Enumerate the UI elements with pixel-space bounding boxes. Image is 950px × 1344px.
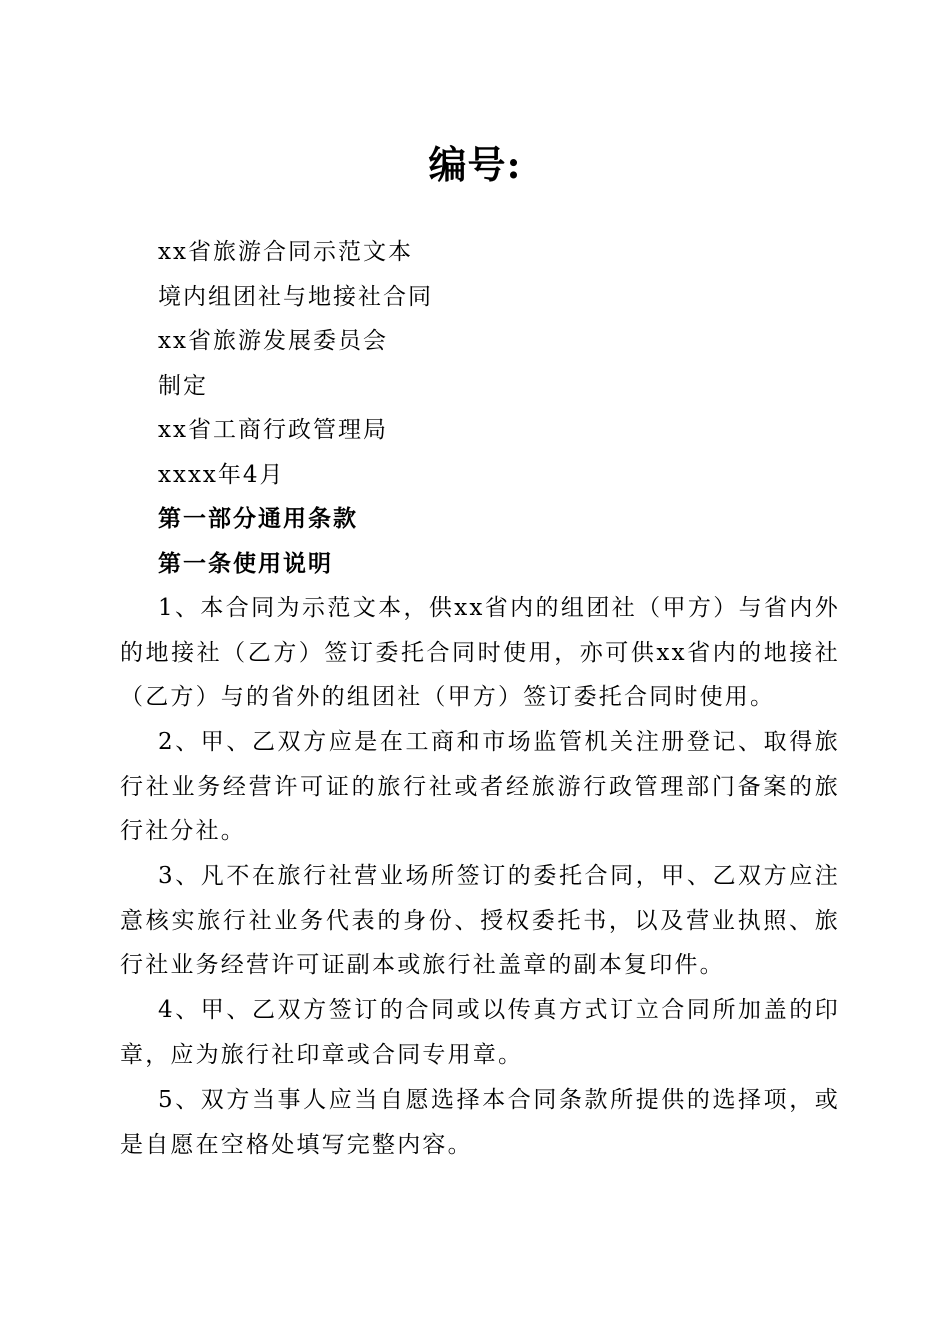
article-heading: 第一条使用说明 bbox=[158, 550, 333, 577]
cover-line-formulated: 制定 bbox=[158, 373, 208, 399]
cover-line-date: xxxx年4月 bbox=[158, 462, 285, 488]
paragraph-5: 5、双方当事人应当自愿选择本合同条款所提供的选择项，或是自愿在空格处填写完整内容。 bbox=[120, 1087, 840, 1158]
part-heading: 第一部分通用条款 bbox=[158, 505, 358, 532]
document-number-title: 编号: bbox=[428, 142, 522, 187]
cover-line-issuer-commerce: xx省工商行政管理局 bbox=[158, 417, 388, 443]
cover-line-contract-type: 境内组团社与地接社合同 bbox=[158, 284, 433, 310]
cover-line-issuer-tourism: xx省旅游发展委员会 bbox=[158, 328, 388, 354]
cover-line-template-name: xx省旅游合同示范文本 bbox=[158, 239, 413, 265]
paragraph-2: 2、甲、乙双方应是在工商和市场监管机关注册登记、取得旅行社业务经营许可证的旅行社或者经旅游行政管理部门备案的旅行社分社。 bbox=[120, 729, 840, 844]
paragraph-1: 1、本合同为示范文本，供xx省内的组团社（甲方）与省内外的地接社（乙方）签订委托合同时使用，亦可供xx省内的地接社（乙方）与的省外的组团社（甲方）签订委托合同时使用。 bbox=[120, 595, 840, 710]
paragraph-4: 4、甲、乙双方签订的合同或以传真方式订立合同所加盖的印章，应为旅行社印章或合同专用章。 bbox=[120, 997, 840, 1068]
paragraph-3: 3、凡不在旅行社营业场所签订的委托合同，甲、乙双方应注意核实旅行社业务代表的身份、授权委托书，以及营业执照、旅行社业务经营许可证副本或旅行社盖章的副本复印件。 bbox=[120, 863, 840, 978]
